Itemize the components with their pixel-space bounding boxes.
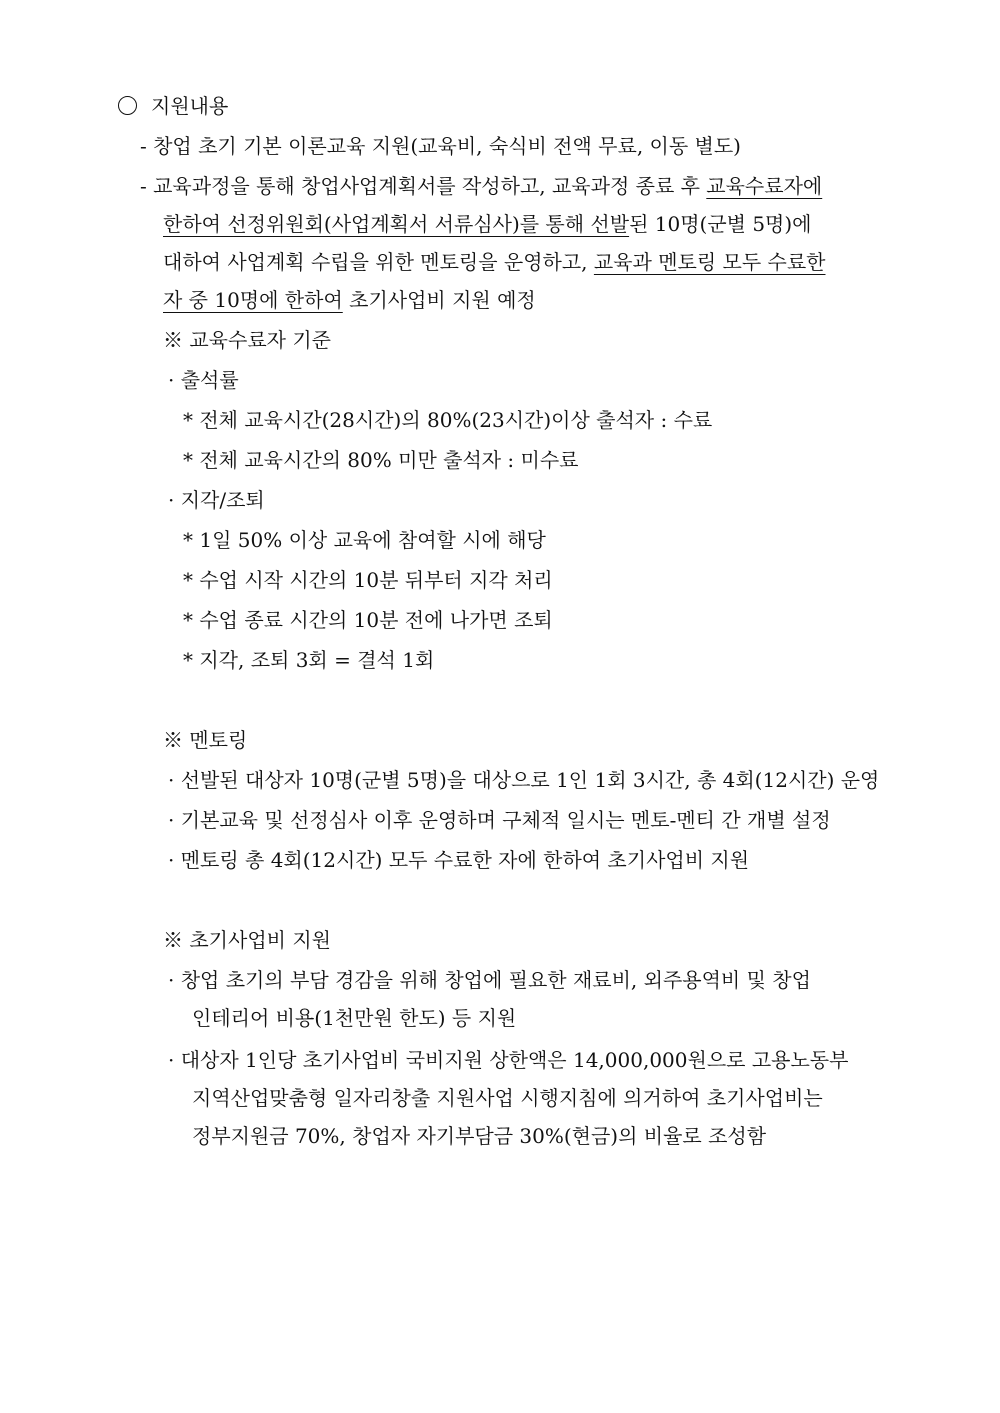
underlined-text: 교육수료자에 xyxy=(706,174,823,198)
underlined-text: 교육과 멘토링 모두 수료한 xyxy=(593,250,826,274)
mentoring-item: · 기본교육 및 선정심사 이후 운영하며 구체적 일시는 멘토-멘티 간 개별 설정 xyxy=(168,808,831,832)
criteria-item: * 전체 교육시간(28시간)의 80%(23시간)이상 출석자 : 수료 xyxy=(183,408,713,432)
mentoring-item: · 멘토링 총 4회(12시간) 모두 수료한 자에 한하여 초기사업비 지원 xyxy=(168,848,750,872)
paragraph-line-3 xyxy=(163,248,826,276)
mentoring-item: · 선발된 대상자 10명(군별 5명)을 대상으로 1인 1회 3시간, 총 4회(12시간) 운영 xyxy=(168,768,880,792)
attendance-label: · 출석률 xyxy=(168,368,239,392)
underlined-text: 한하여 선정위원회(사업계획서 서류심사)를 통해 선발 xyxy=(163,212,630,236)
criteria-item: * 지각, 조퇴 3회 = 결석 1회 xyxy=(183,648,435,672)
circle-bullet-icon xyxy=(118,96,137,115)
funding-item: · 창업 초기의 부담 경감을 위해 창업에 필요한 재료비, 외주용역비 및 창업 xyxy=(168,968,811,992)
paragraph-text: 된 10명(군별 5명)에 xyxy=(629,212,812,236)
funding-item-continuation: 지역산업맞춤형 일자리창출 지원사업 시행지침에 의거하여 초기사업비는 xyxy=(192,1086,823,1110)
support-item: - 창업 초기 기본 이론교육 지원(교육비, 숙식비 전액 무료, 이동 별도) xyxy=(140,134,741,158)
funding-item-continuation: 인테리어 비용(1천만원 한도) 등 지원 xyxy=(192,1006,517,1030)
underlined-text: 자 중 10명에 한하여 xyxy=(163,288,343,312)
criteria-item: * 수업 시작 시간의 10분 뒤부터 지각 처리 xyxy=(183,568,553,592)
paragraph-text: - 교육과정을 통해 창업사업계획서를 작성하고, 교육과정 종료 후 xyxy=(140,174,707,198)
section-heading xyxy=(118,92,228,120)
paragraph-line-2 xyxy=(163,210,812,238)
mentoring-heading: ※ 멘토링 xyxy=(163,728,248,752)
paragraph-text: 대하여 사업계획 수립을 위한 멘토링을 운영하고, xyxy=(163,250,594,274)
paragraph-line-4 xyxy=(163,286,536,314)
funding-item-continuation: 정부지원금 70%, 창업자 자기부담금 30%(현금)의 비율로 조성함 xyxy=(192,1124,767,1148)
criteria-item: * 전체 교육시간의 80% 미만 출석자 : 미수료 xyxy=(183,448,579,472)
criteria-heading: ※ 교육수료자 기준 xyxy=(163,328,331,352)
paragraph-line-1 xyxy=(140,172,822,200)
criteria-item: * 수업 종료 시간의 10분 전에 나가면 조퇴 xyxy=(183,608,553,632)
late-label: · 지각/조퇴 xyxy=(168,488,265,512)
criteria-item: * 1일 50% 이상 교육에 참여할 시에 해당 xyxy=(183,528,546,552)
funding-heading: ※ 초기사업비 지원 xyxy=(163,928,331,952)
section-title: 지원내용 xyxy=(151,94,229,118)
funding-item: · 대상자 1인당 초기사업비 국비지원 상한액은 14,000,000원으로 고용노동부 xyxy=(168,1048,849,1072)
paragraph-text: 초기사업비 지원 예정 xyxy=(342,288,536,312)
